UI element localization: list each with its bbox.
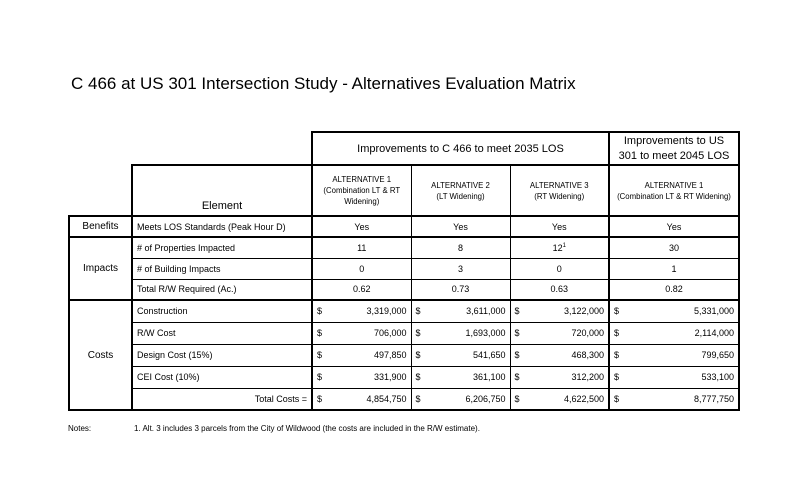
row-label-design: Design Cost (15%): [132, 344, 312, 366]
amount: 1,693,000: [465, 328, 506, 338]
cell-buildings-alt3: 0: [510, 258, 609, 279]
cell-construction-alt1: [312, 300, 411, 322]
amount: 331,900: [373, 372, 407, 382]
row-label-rw-required: Total R/W Required (Ac.): [132, 279, 312, 300]
alt-header-name: ALTERNATIVE 3: [529, 180, 589, 190]
amount: 497,850: [373, 350, 407, 360]
alt-header-name: ALTERNATIVE 1: [332, 175, 392, 184]
row-label-total: Total Costs =: [132, 388, 312, 410]
currency-symbol: $: [415, 306, 421, 317]
cell-construction-us301: [609, 300, 739, 322]
cell-rw-required-us301: 0.82: [609, 279, 739, 300]
amount: 312,200: [571, 372, 604, 382]
amount: 3,611,000: [466, 306, 506, 317]
cell-buildings-alt1: 0: [312, 258, 411, 279]
currency-symbol: $: [415, 328, 421, 338]
currency-symbol: $: [614, 372, 620, 382]
row-label-buildings: # of Building Impacts: [132, 258, 312, 279]
amount: 468,300: [571, 350, 604, 360]
amount: 6,206,750: [465, 393, 506, 404]
cell-rw-cost-alt1: [312, 322, 411, 344]
currency-symbol: $: [415, 393, 421, 404]
cell-rw-required-alt3: 0.63: [510, 279, 609, 300]
cell-total-alt1: [312, 388, 411, 410]
cell-design-alt2: [411, 344, 510, 366]
cell-buildings-us301: 1: [609, 258, 739, 279]
cell-cei-alt1: [312, 366, 411, 388]
currency-symbol: $: [514, 372, 520, 382]
cell-cei-alt3: [510, 366, 609, 388]
amount: 533,100: [701, 372, 734, 382]
currency-symbol: $: [614, 306, 620, 317]
alt-header-desc: (Combination LT & RT Widening): [617, 191, 731, 201]
amount: 720,000: [571, 328, 604, 338]
category-impacts: Impacts: [69, 237, 132, 300]
cell-total-alt3: [510, 388, 609, 410]
cell-design-alt3: [510, 344, 609, 366]
row-label-properties: # of Properties Impacted: [132, 237, 312, 258]
element-header: Element: [132, 165, 312, 216]
notes-text: 1. Alt. 3 includes 3 parcels from the City of Wildwood (the costs are included in the R/W estimate).: [134, 424, 480, 433]
cell-rw-required-alt1: 0.62: [312, 279, 411, 300]
cell-rw-required-alt2: 0.73: [411, 279, 510, 300]
cell-cei-alt2: [411, 366, 510, 388]
category-benefits: Benefits: [69, 216, 132, 237]
alt-header-desc: (Combination LT & RT Widening): [323, 186, 401, 206]
currency-symbol: $: [317, 328, 323, 338]
cell-design-us301: [609, 344, 739, 366]
row-label-cei: CEI Cost (10%): [132, 366, 312, 388]
alt-header-2: [411, 165, 510, 216]
cell-rw-cost-alt2: [411, 322, 510, 344]
cell-construction-alt2: [411, 300, 510, 322]
currency-symbol: $: [317, 393, 323, 404]
currency-symbol: $: [415, 372, 421, 382]
evaluation-matrix: [68, 131, 740, 411]
amount: 2,114,000: [694, 328, 734, 338]
us301-group-header: Improvements to US 301 to meet 2045 LOS: [609, 132, 739, 165]
currency-symbol: $: [514, 350, 520, 360]
cell-buildings-alt2: 3: [411, 258, 510, 279]
alt-header-1: [312, 165, 411, 216]
cell-rw-cost-alt3: [510, 322, 609, 344]
properties-alt3-value: 12: [552, 242, 563, 253]
footnote-marker: 1: [562, 242, 566, 249]
page-title: C 466 at US 301 Intersection Study - Alternatives Evaluation Matrix: [71, 74, 576, 93]
currency-symbol: $: [614, 350, 620, 360]
cell-los-alt1: Yes: [312, 216, 411, 237]
alt-header-name: ALTERNATIVE 2: [431, 180, 490, 190]
alt-header-desc: (LT Widening): [436, 191, 485, 201]
category-costs: Costs: [69, 300, 132, 410]
currency-symbol: $: [514, 306, 520, 317]
cell-construction-alt3: [510, 300, 609, 322]
amount: 8,777,750: [693, 393, 734, 404]
amount: 3,122,000: [563, 306, 604, 317]
amount: 361,100: [472, 372, 506, 382]
currency-symbol: $: [614, 328, 620, 338]
amount: 706,000: [373, 328, 407, 338]
alt-header-3: [510, 165, 609, 216]
cell-properties-us301: 30: [609, 237, 739, 258]
amount: 4,854,750: [366, 393, 407, 404]
row-label-rw-cost: R/W Cost: [132, 322, 312, 344]
currency-symbol: $: [514, 328, 520, 338]
c466-group-header: Improvements to C 466 to meet 2035 LOS: [312, 132, 609, 165]
cell-total-alt2: [411, 388, 510, 410]
cell-los-alt2: Yes: [411, 216, 510, 237]
amount: 3,319,000: [366, 306, 407, 317]
cell-los-us301: Yes: [609, 216, 739, 237]
currency-symbol: $: [317, 350, 323, 360]
cell-rw-cost-us301: [609, 322, 739, 344]
cell-properties-alt3: [510, 237, 609, 258]
alt-header-desc: (RT Widening): [534, 191, 585, 201]
alt-header-name: ALTERNATIVE 1: [644, 180, 704, 190]
amount: 541,650: [472, 350, 506, 360]
amount: 4,622,500: [563, 393, 604, 404]
cell-design-alt1: [312, 344, 411, 366]
currency-symbol: $: [317, 306, 323, 317]
amount: 5,331,000: [693, 306, 734, 317]
currency-symbol: $: [514, 393, 520, 404]
notes-label: Notes:: [68, 424, 92, 433]
row-label-construction: Construction: [132, 300, 312, 322]
cell-properties-alt1: 11: [312, 237, 411, 258]
alt-header-4: [609, 165, 739, 216]
cell-cei-us301: [609, 366, 739, 388]
cell-total-us301: [609, 388, 739, 410]
currency-symbol: $: [317, 372, 323, 382]
row-label-los: Meets LOS Standards (Peak Hour D): [132, 216, 312, 237]
amount: 799,650: [701, 350, 734, 360]
currency-symbol: $: [415, 350, 421, 360]
cell-properties-alt2: 8: [411, 237, 510, 258]
currency-symbol: $: [614, 393, 620, 404]
cell-los-alt3: Yes: [510, 216, 609, 237]
